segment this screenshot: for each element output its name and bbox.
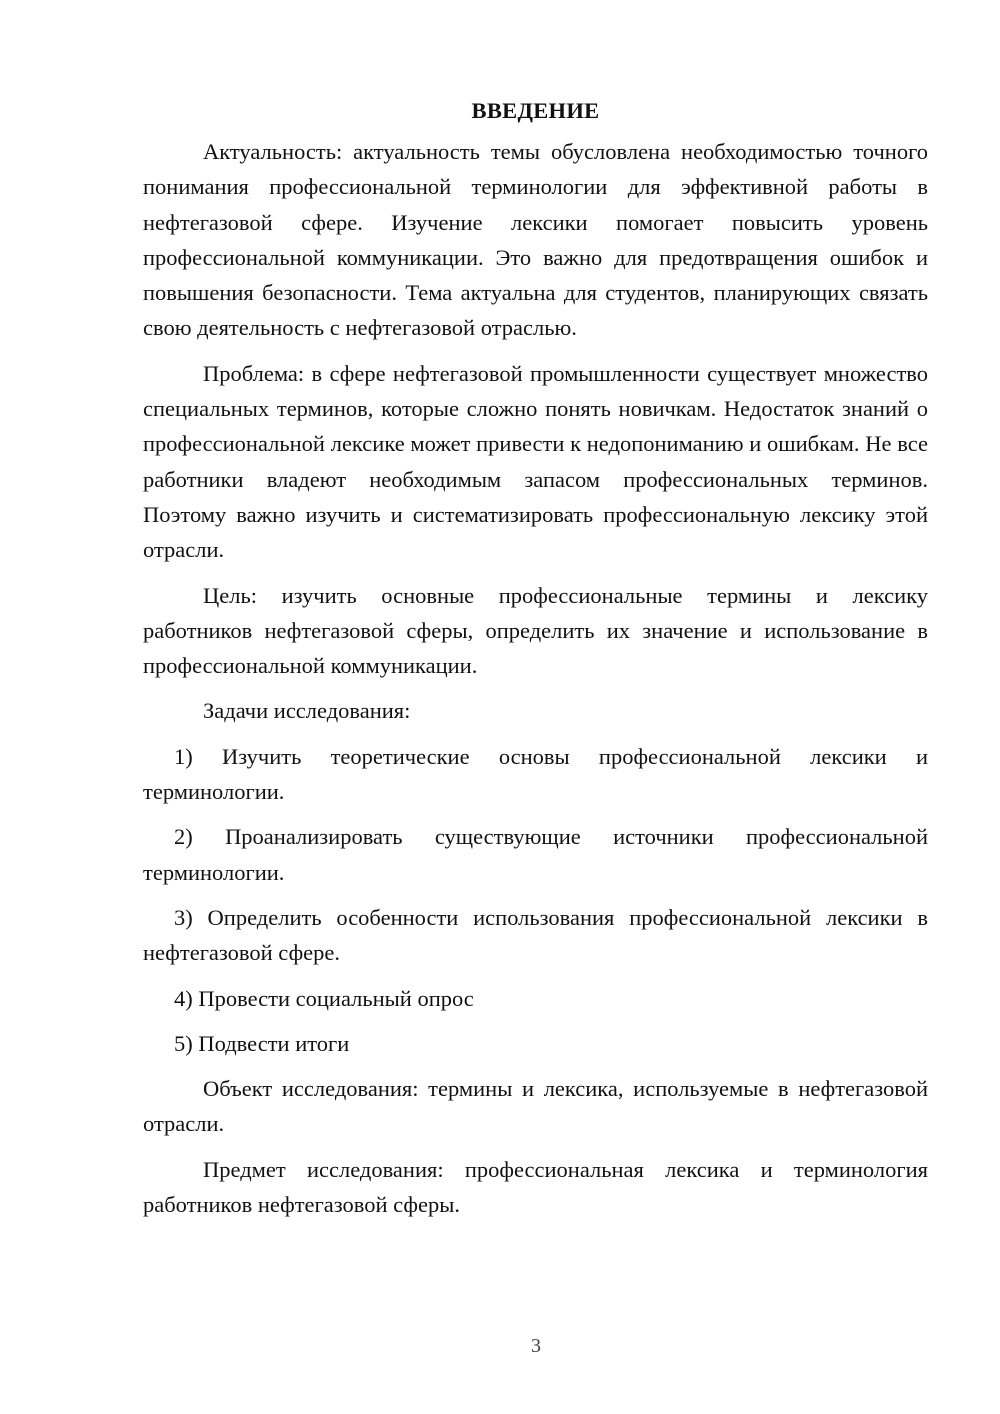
paragraph-goal: Цель: изучить основные профессиональные термины и лексику работников нефтегазовой сферы, определить их значение и использование в профессиональной коммуникации. (143, 582, 928, 679)
task-item-3: 3) Определить особенности использования профессиональной лексики в нефтегазовой сфере. (143, 904, 928, 966)
tasks-heading: Задачи исследования: (203, 698, 411, 724)
paragraph-relevance: Актуальность: актуальность темы обусловлена необходимостью точного понимания профессиональной терминологии для эффективной работы в нефтегазовой сфере. Изучение лексики помогает повысить уровень профессиональной коммуникации. Это важно для предотвращения ошибок и повышения безопасности. Тема актуальна для студентов, планирующих связать свою деятельность с нефтегазовой отраслью. (143, 139, 928, 341)
task-item-2: 2) Проанализировать существующие источники профессиональной терминологии. (143, 824, 928, 885)
paragraph-problem: Проблема: в сфере нефтегазовой промышленности существует множество специальных терминов, которые сложно понять новичкам. Недостаток знаний о профессиональной лексике может привести к недопониманию и ошибкам. Не все работники владеют необходимым запасом профессиональных терминов. Поэтому важно изучить и систематизировать профессиональную лексику этой отрасли. (143, 360, 928, 563)
paragraph-object: Объект исследования: термины и лексика, используемые в нефтегазовой отрасли. (143, 1076, 928, 1137)
paragraph-subject: Предмет исследования: профессиональная лексика и терминология работников нефтегазовой сферы. (143, 1156, 928, 1218)
section-title: ВВЕДЕНИЕ (471, 98, 600, 123)
page-number: 3 (531, 1335, 541, 1357)
document-body (143, 96, 928, 1232)
task-item-5: 5) Подвести итоги (174, 1030, 350, 1056)
task-item-1: 1) Изучить теоретические основы профессиональной лексики и терминологии. (143, 743, 928, 805)
task-item-4: 4) Провести социальный опрос (174, 985, 474, 1011)
